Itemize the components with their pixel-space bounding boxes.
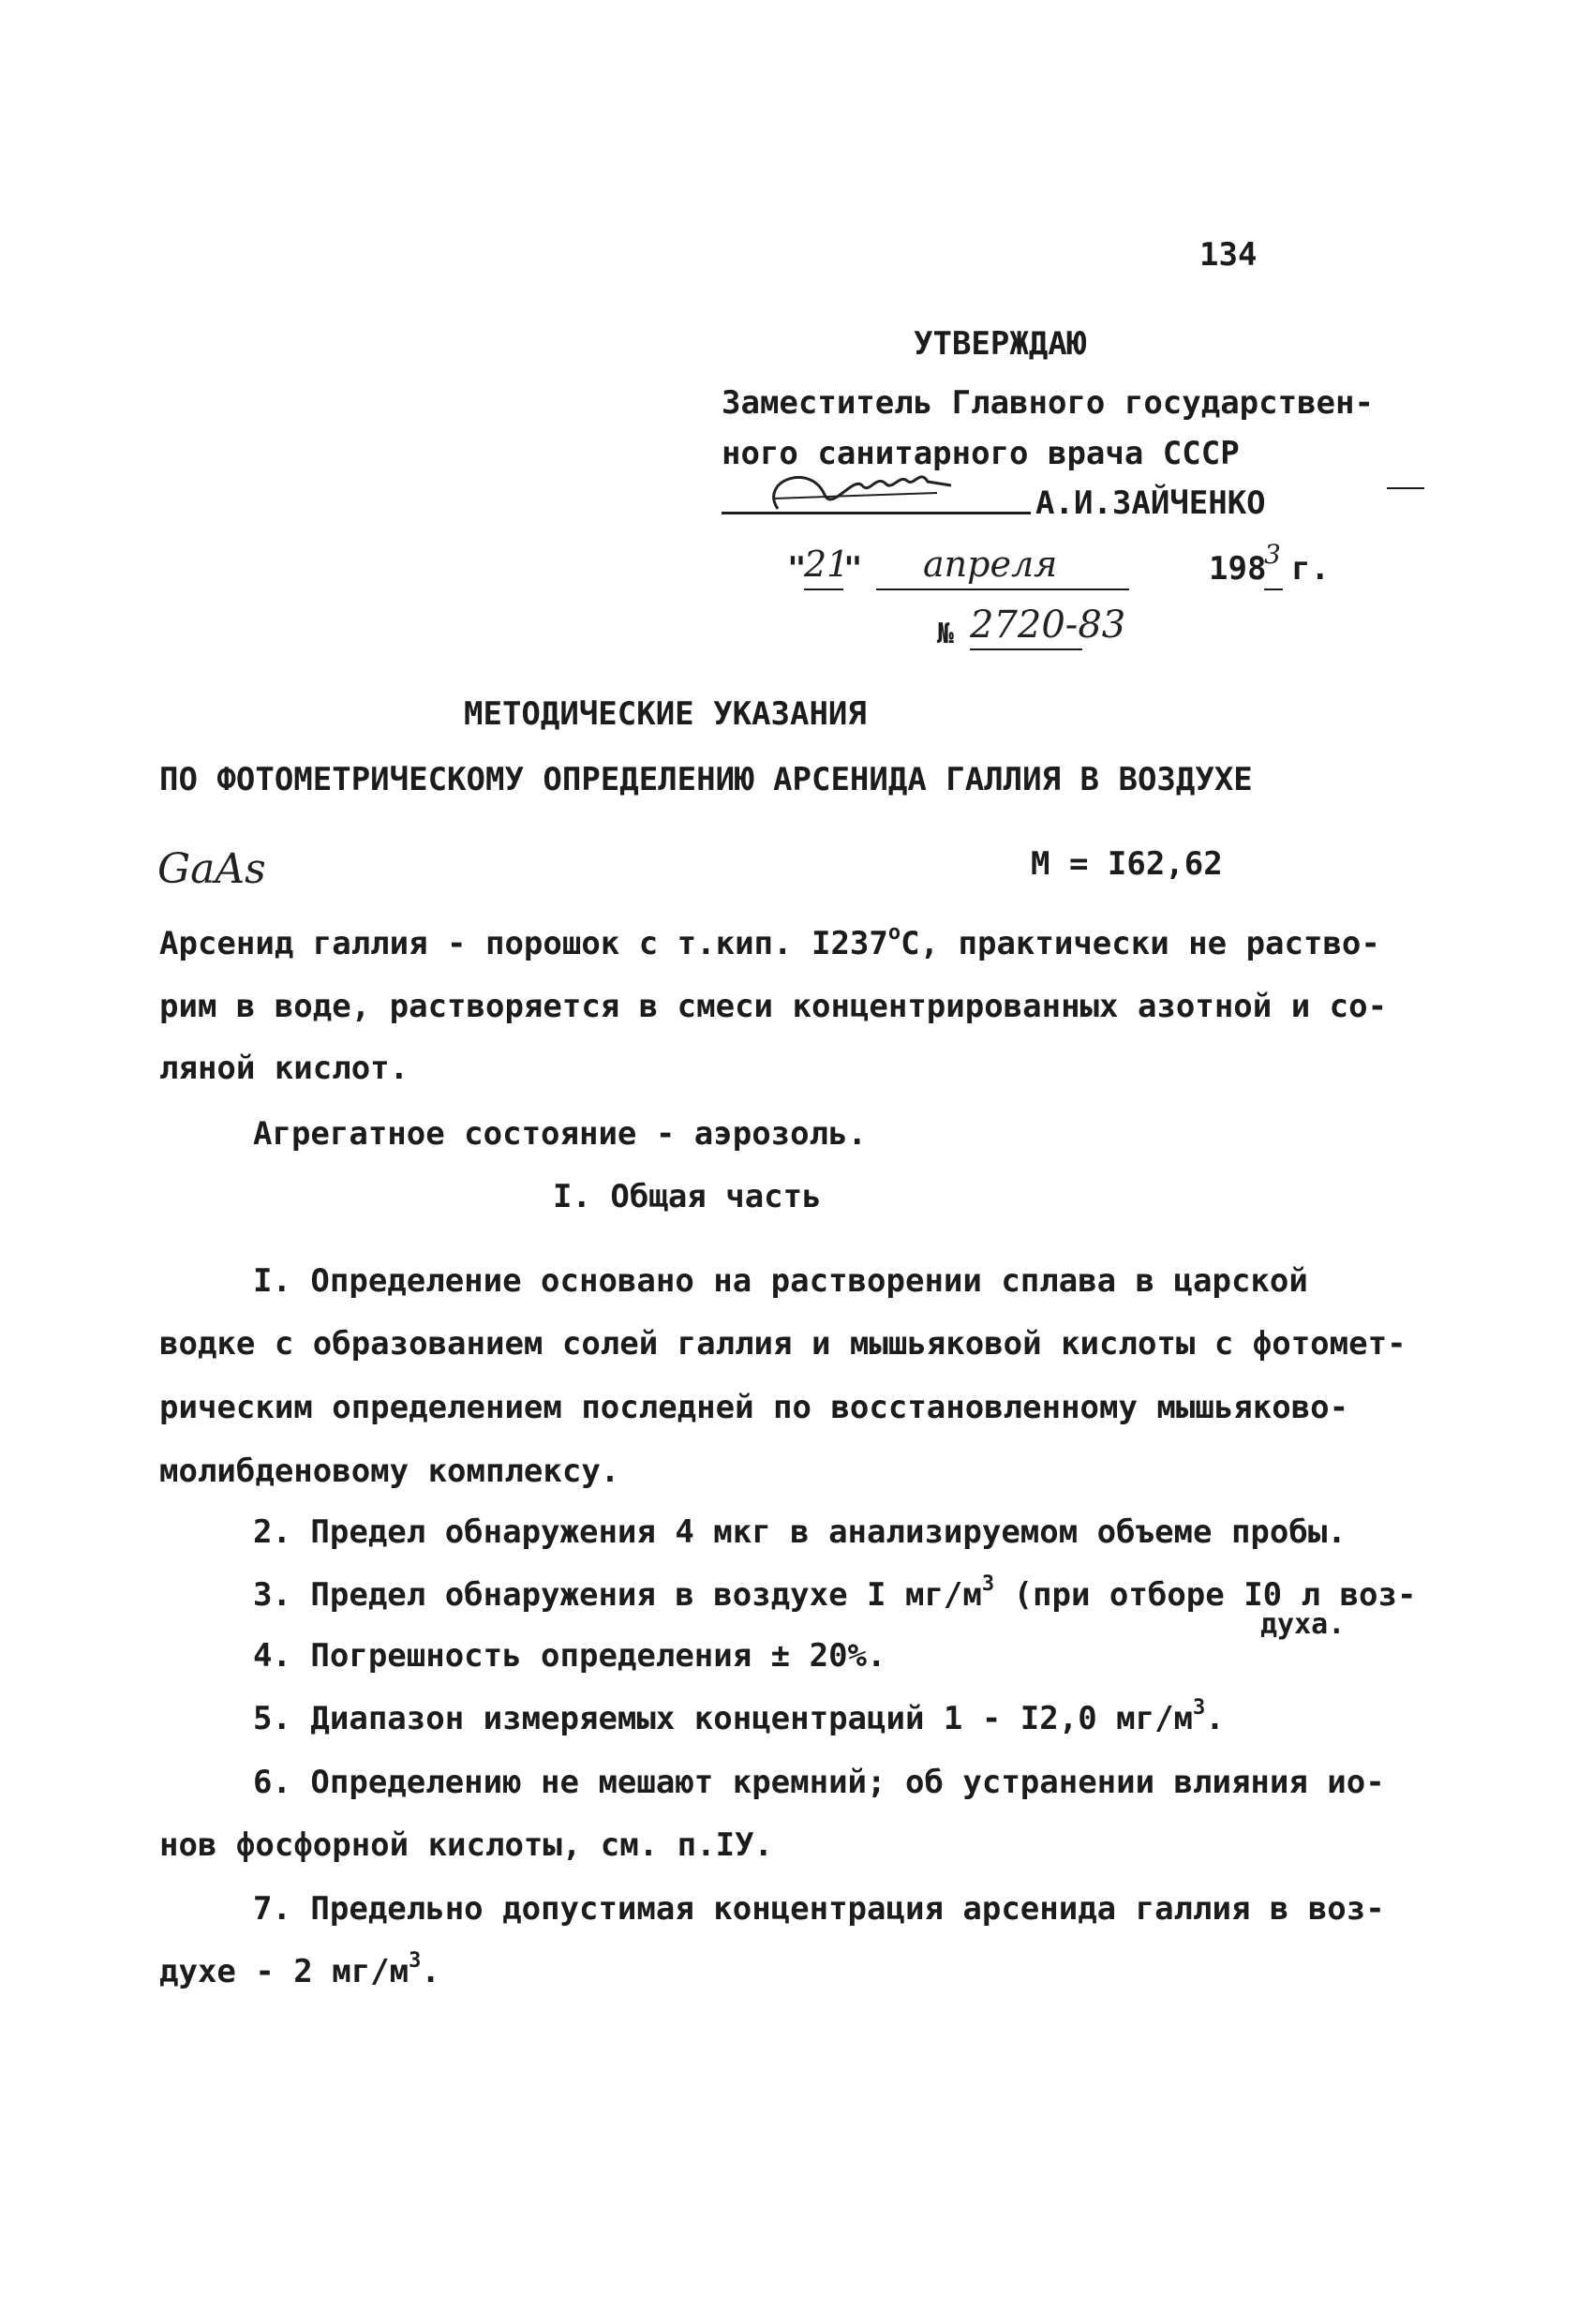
date-month-underline xyxy=(876,588,1129,590)
degree-sup: о xyxy=(887,920,901,945)
title-line1: МЕТОДИЧЕСКИЕ УКАЗАНИЯ xyxy=(464,695,867,733)
item6-line1: 6. Определению не мешают кремний; об устранении влияния ио- xyxy=(253,1764,1385,1801)
date-year-prefix: 198 xyxy=(1209,550,1267,588)
approval-heading: УТВЕРЖДАЮ xyxy=(914,325,1087,363)
intro-line1-tail: С, практически не раство- xyxy=(901,925,1380,962)
page-number: 134 xyxy=(1199,236,1258,274)
molar-mass: М = I62,62 xyxy=(1031,845,1223,883)
item5-sup: 3 xyxy=(1193,1695,1206,1720)
item1-line3: рическим определением последней по восстановленному мышьяково- xyxy=(159,1389,1349,1426)
item7-text: духе - 2 мг/м xyxy=(159,1953,409,1990)
number-underline xyxy=(970,648,1082,650)
number-sign: № xyxy=(937,618,955,650)
item7-tail: . xyxy=(421,1953,440,1990)
item1-line4: молибденовому комплексу. xyxy=(159,1452,620,1490)
date-close-quote: " xyxy=(843,550,863,588)
approval-position-line1: Заместитель Главного государствен- xyxy=(722,384,1374,422)
date-year-tail: г. xyxy=(1291,550,1330,588)
item5-tail: . xyxy=(1205,1700,1225,1737)
item7-sup: 3 xyxy=(409,1948,422,1973)
signature-line xyxy=(722,512,1031,514)
date-year-underline xyxy=(1264,588,1283,590)
item2: 2. Предел обнаружения 4 мкг в анализируемом объеме пробы. xyxy=(253,1513,1347,1551)
title-line2: ПО ФОТОМЕТРИЧЕСКОМУ ОПРЕДЕЛЕНИЮ АРСЕНИДА ГАЛЛИЯ В ВОЗДУХЕ xyxy=(159,761,1253,798)
item3 xyxy=(253,1574,1416,1616)
date-open-quote: " xyxy=(787,550,807,588)
approver-name: А.И.ЗАЙЧЕНКО xyxy=(1035,484,1266,522)
item3-wrap: духа. xyxy=(1260,1608,1346,1641)
item3-tail: (при отборе I0 л воз- xyxy=(994,1576,1417,1614)
intro-line2: рим в воде, растворяется в смеси концентрированных азотной и со- xyxy=(159,988,1388,1025)
chemical-formula: GaAs xyxy=(157,845,266,893)
intro-line3: ляной кислот. xyxy=(159,1050,409,1087)
margin-dash xyxy=(1387,487,1424,489)
item4: 4. Погрешность определения ± 20%. xyxy=(253,1637,886,1675)
item1-line2: водке с образованием солей галлия и мышьяковой кислоты с фотомет- xyxy=(159,1325,1407,1363)
document-number: 2720-83 xyxy=(970,603,1126,647)
date-day-underline xyxy=(804,588,843,590)
aggregate-state: Агрегатное состояние - аэрозоль. xyxy=(253,1115,868,1153)
item5-text: 5. Диапазон измеряемых концентраций 1 - I2,0 мг/м xyxy=(253,1700,1194,1737)
item7-line2 xyxy=(159,1948,440,1992)
item3-text: 3. Предел обнаружения в воздухе I мг/м xyxy=(253,1576,982,1614)
item5 xyxy=(253,1695,1225,1739)
intro-line1-text: Арсенид галлия - порошок с т.кип. I237 xyxy=(159,925,888,962)
date-month: апреля xyxy=(923,544,1058,585)
date-day: 21 xyxy=(804,544,850,585)
date-year-suffix: 3 xyxy=(1264,539,1281,570)
item1-line1: I. Определение основано на растворении сплава в царской xyxy=(253,1262,1308,1300)
approval-position-line2: ного санитарного врача СССР xyxy=(722,435,1240,472)
section-heading: I. Общая часть xyxy=(553,1178,822,1215)
item7-line1: 7. Предельно допустимая концентрация арсенида галлия в воз- xyxy=(253,1890,1385,1928)
item6-line2: нов фосфорной кислоты, см. п.IУ. xyxy=(159,1826,774,1864)
item3-sup: 3 xyxy=(981,1572,995,1596)
intro-line1 xyxy=(159,920,1380,964)
